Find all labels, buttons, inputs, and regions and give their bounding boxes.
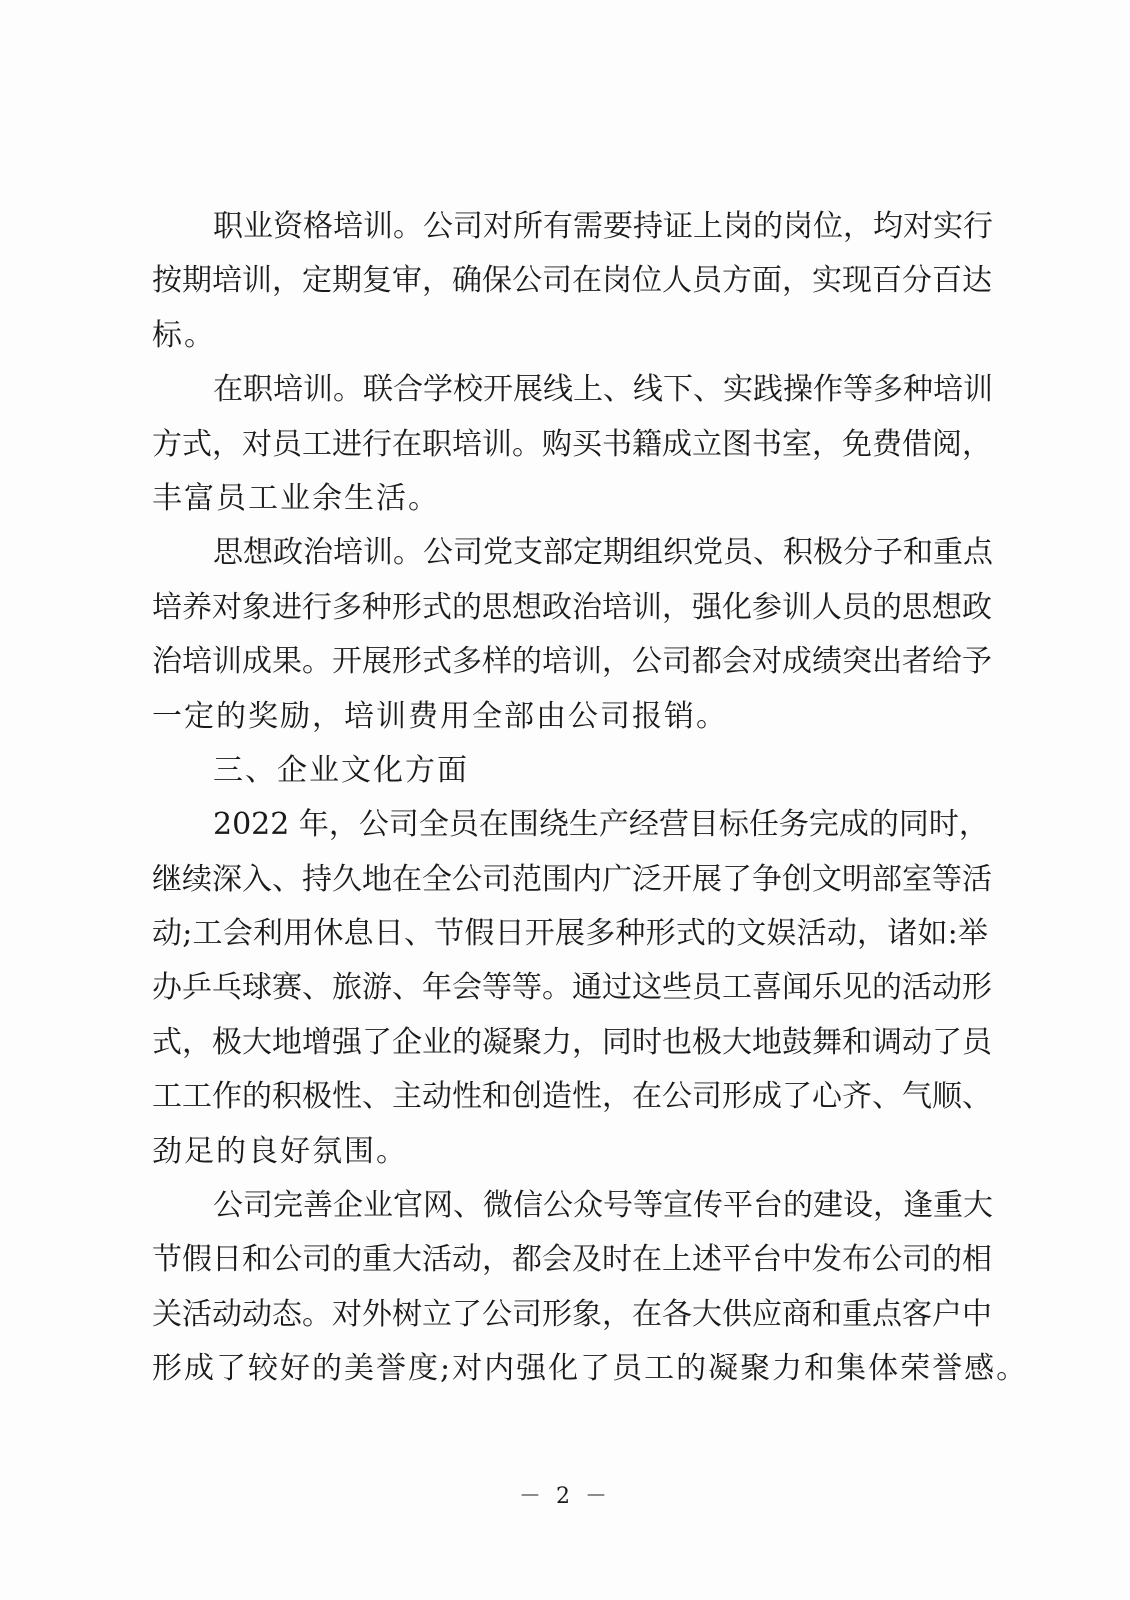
- section-heading: 三、企业文化方面: [213, 752, 469, 788]
- paragraph-5-line-2: 继续深入、持久地在全公司范围内广泛开展了争创文明部室等活: [152, 861, 992, 897]
- page-number: － 2 －: [519, 1484, 611, 1509]
- paragraph-1-line-2: 按期培训，定期复审，确保公司在岗位人员方面，实现百分百达: [152, 263, 992, 299]
- paragraph-3-line-1: 思想政治培训。公司党支部定期组织党员、积极分子和重点: [213, 535, 993, 571]
- paragraph-6-line-3: 关活动动态。对外树立了公司形象，在各大供应商和重点客户中: [152, 1296, 992, 1332]
- paragraph-5-line-4: 办乒乓球赛、旅游、年会等等。通过这些员工喜闻乐见的活动形: [152, 970, 992, 1006]
- paragraph-1-line-1: 职业资格培训。公司对所有需要持证上岗的岗位，均对实行: [213, 209, 993, 244]
- paragraph-6-line-1: 公司完善企业官网、微信公众号等宣传平台的建设，逢重大: [213, 1188, 993, 1224]
- paragraph-6-line-4: 形成了较好的美誉度;对内强化了员工的凝聚力和集体荣誉感。: [152, 1351, 1029, 1387]
- paragraph-2-line-1: 在职培训。联合学校开展线上、线下、实践操作等多种培训: [213, 372, 993, 408]
- paragraph-5-line-7: 劲足的良好氛围。: [152, 1133, 408, 1169]
- paragraph-1-line-3: 标。: [152, 317, 216, 353]
- paragraph-6-line-2: 节假日和公司的重大活动，都会及时在上述平台中发布公司的相: [152, 1242, 992, 1278]
- paragraph-5-line-1: 2022 年，公司全员在围绕生产经营目标任务完成的同时，: [213, 807, 989, 843]
- paragraph-2-line-2: 方式，对员工进行在职培训。购买书籍成立图书室，免费借阅，: [152, 426, 992, 462]
- paragraph-5-line-6: 工工作的积极性、主动性和创造性，在公司形成了心齐、气顺、: [152, 1079, 992, 1115]
- paragraph-3-line-4: 一定的奖励，培训费用全部由公司报销。: [152, 698, 728, 734]
- paragraph-5-line-5: 式，极大地增强了企业的凝聚力，同时也极大地鼓舞和调动了员: [152, 1024, 992, 1060]
- paragraph-3-line-2: 培养对象进行多种形式的思想政治培训，强化参训人员的思想政: [152, 589, 992, 625]
- paragraph-2-line-3: 丰富员工业余生活。: [152, 480, 440, 516]
- paragraph-3-line-3: 治培训成果。开展形式多样的培训，公司都会对成绩突出者给予: [152, 644, 992, 680]
- paragraph-5-line-3: 动;工会利用休息日、节假日开展多种形式的文娱活动，诸如:举: [152, 916, 988, 952]
- document-body: [152, 200, 1029, 1397]
